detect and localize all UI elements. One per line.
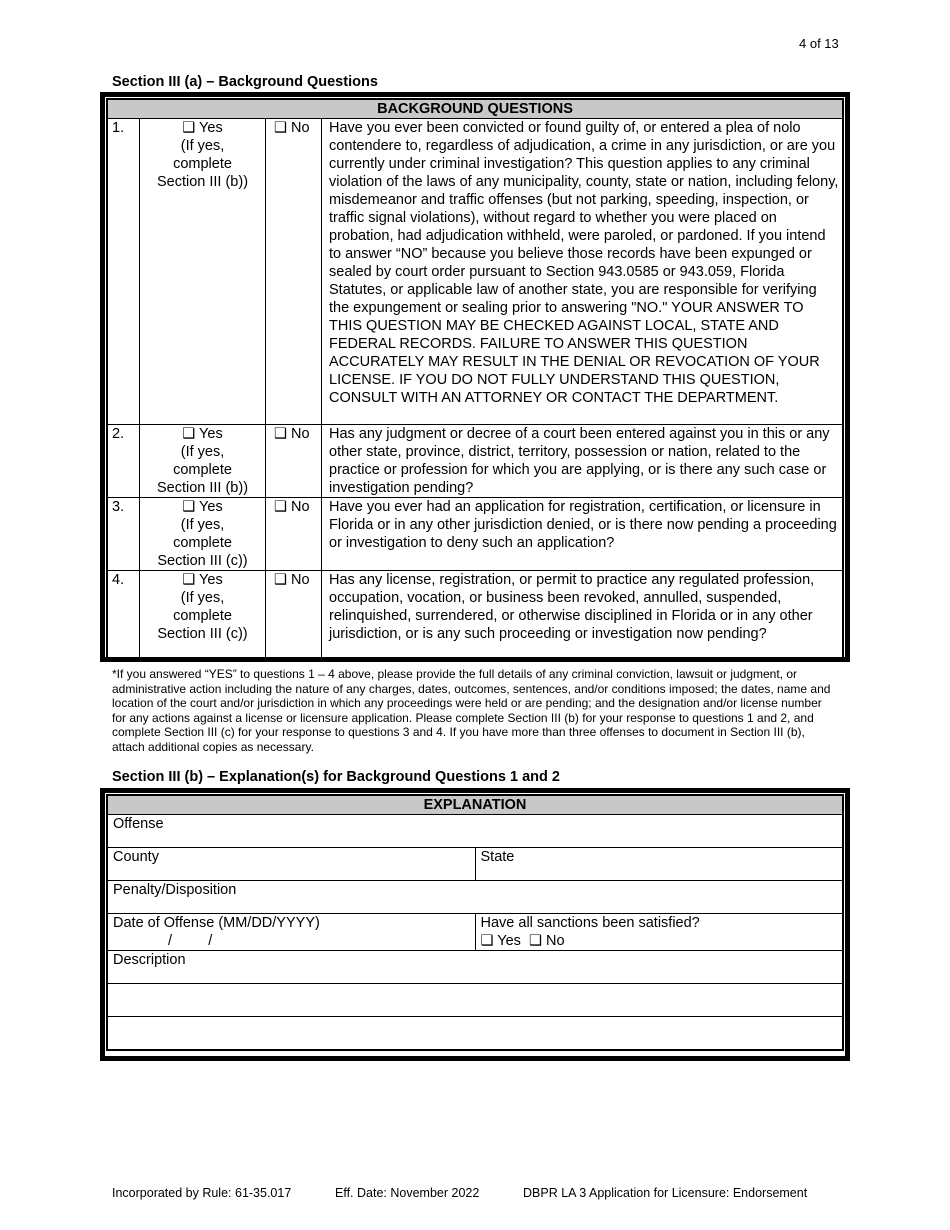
- date-of-offense-label: Date of Offense (MM/DD/YYYY): [113, 915, 320, 931]
- yes-option[interactable]: [140, 571, 266, 661]
- yes-note-line: Section III (b)): [156, 174, 249, 190]
- description-line[interactable]: [108, 984, 843, 1017]
- offense-label: Offense: [113, 816, 164, 832]
- description-field[interactable]: [108, 951, 843, 984]
- county-field[interactable]: [108, 848, 476, 881]
- section-a-title: Section III (a) – Background Questions: [112, 74, 378, 90]
- no-checkbox[interactable]: ❑ No: [266, 119, 322, 425]
- question-row: [108, 119, 843, 425]
- footer-form-name: DBPR LA 3 Application for Licensure: Endorsement: [523, 1186, 808, 1200]
- question-text: Have you ever been convicted or found guilty of, or entered a plea of nolo contendere to, regardless of adjudication, a crime in any jurisdiction, or are you currently under criminal investigation? This question applies to any criminal violation of the laws of any municipality, county, state or nation, including felony, misdemeanor and traffic offenses (but not parking, speeding, inspection, or traffic signal violations), without regard to whether you were placed on probation, had adjudication withheld, were paroled, or pardoned. If you intend to answer “NO” because you believe those records have been expunged or sealed by court order pursuant to Section 943.0585 or 943.059, Florida Statutes, or applicable law of another state, you are responsible for verifying the expungement or sealing prior to answering "NO." YOUR ANSWER TO THIS QUESTION MAY BE CHECKED AGAINST LOCAL, STATE AND FEDERAL RECORDS. FAILURE TO ANSWER THIS QUESTION ACCURATELY MAY RESULT IN THE DENIAL OR REVOCATION OF YOUR LICENSE. IF YOU DO NOT FULLY UNDERSTAND THIS QUESTION, CONSULT WITH AN ATTORNEY OR CONTACT THE DEPARTMENT.: [322, 119, 843, 425]
- background-questions-table: [100, 92, 850, 662]
- question-row: [108, 498, 843, 571]
- penalty-field[interactable]: [108, 881, 843, 914]
- sanctions-yes-checkbox[interactable]: ❑ Yes: [480, 933, 521, 949]
- description-label: Description: [113, 952, 186, 968]
- yes-note-line: complete: [173, 156, 232, 172]
- yes-note-line: (If yes,: [180, 590, 225, 606]
- no-checkbox[interactable]: ❑ No: [266, 498, 322, 571]
- page-number: 4 of 13: [799, 36, 839, 51]
- question-row: [108, 571, 843, 661]
- offense-field[interactable]: [108, 815, 843, 848]
- yes-note-line: complete: [173, 608, 232, 624]
- yes-checkbox[interactable]: ❑ Yes: [182, 426, 223, 442]
- question-text: Has any license, registration, or permit to practice any regulated profession, occupation, vocation, or business been revoked, annulled, suspended, relinquished, surrendered, or otherwise disciplined in Florida or in any other jurisdiction, or is any such proceeding or investigation now pending?: [322, 571, 843, 661]
- no-checkbox[interactable]: ❑ No: [266, 571, 322, 661]
- footnote: *If you answered “YES” to questions 1 – 4 above, please provide the full details of any criminal conviction, lawsuit or judgment, or administrative action including the nature of any charges, dates, outcomes, sentences, and/or conditions imposed; the dates, name and location of the court and/or jurisdiction in which any proceedings were held or are pending; and the designation and/or license number for any actions against a license or licensure application. Please complete Section III (b) for your response to questions 1 and 2, and complete Section III (c) for your response to questions 3 and 4. If you have more than three offenses to document in Section III (b), attach additional copies as necessary.: [112, 667, 831, 754]
- state-field[interactable]: [475, 848, 843, 881]
- question-number: 2.: [108, 425, 140, 498]
- yes-note-line: complete: [173, 535, 232, 551]
- question-number: 1.: [108, 119, 140, 425]
- question-text: Have you ever had an application for registration, certification, or licensure in Florida or in any other jurisdiction denied, or is there now pending a proceeding or investigation to deny such an application?: [322, 498, 843, 571]
- county-label: County: [113, 849, 159, 865]
- yes-note-line: Section III (c)): [157, 626, 248, 642]
- sanctions-label: Have all sanctions been satisfied?: [480, 915, 700, 931]
- yes-checkbox[interactable]: ❑ Yes: [182, 572, 223, 588]
- sanctions-field: [475, 914, 843, 951]
- yes-note-line: Section III (c)): [157, 553, 248, 569]
- explanation-header: EXPLANATION: [108, 796, 843, 815]
- yes-note-line: (If yes,: [180, 138, 225, 154]
- no-checkbox[interactable]: ❑ No: [266, 425, 322, 498]
- question-row: [108, 425, 843, 498]
- yes-checkbox[interactable]: ❑ Yes: [182, 120, 223, 136]
- yes-checkbox[interactable]: ❑ Yes: [182, 499, 223, 515]
- question-number: 3.: [108, 498, 140, 571]
- sanctions-no-checkbox[interactable]: ❑ No: [528, 933, 565, 949]
- state-label: State: [480, 849, 515, 865]
- penalty-label: Penalty/Disposition: [113, 882, 237, 898]
- footer-eff-date: Eff. Date: November 2022: [335, 1186, 480, 1200]
- footer-rule: Incorporated by Rule: 61-35.017: [112, 1186, 292, 1200]
- section-b-title: Section III (b) – Explanation(s) for Background Questions 1 and 2: [112, 769, 560, 785]
- background-questions-header: BACKGROUND QUESTIONS: [108, 100, 843, 119]
- yes-option[interactable]: [140, 425, 266, 498]
- yes-note-line: complete: [173, 462, 232, 478]
- explanation-table: [100, 788, 850, 1061]
- yes-option[interactable]: [140, 498, 266, 571]
- question-number: 4.: [108, 571, 140, 661]
- description-line[interactable]: [108, 1017, 843, 1050]
- yes-note-line: (If yes,: [180, 517, 225, 533]
- yes-option[interactable]: [140, 119, 266, 425]
- date-slashes: / /: [168, 933, 213, 949]
- yes-note-line: (If yes,: [180, 444, 225, 460]
- question-text: Has any judgment or decree of a court been entered against you in this or any other state, province, district, territory, possession or nation, related to the practice or profession for which you are applying, or is there any such case or investigation pending?: [322, 425, 843, 498]
- yes-note-line: Section III (b)): [156, 480, 249, 496]
- date-of-offense-field[interactable]: [108, 914, 476, 951]
